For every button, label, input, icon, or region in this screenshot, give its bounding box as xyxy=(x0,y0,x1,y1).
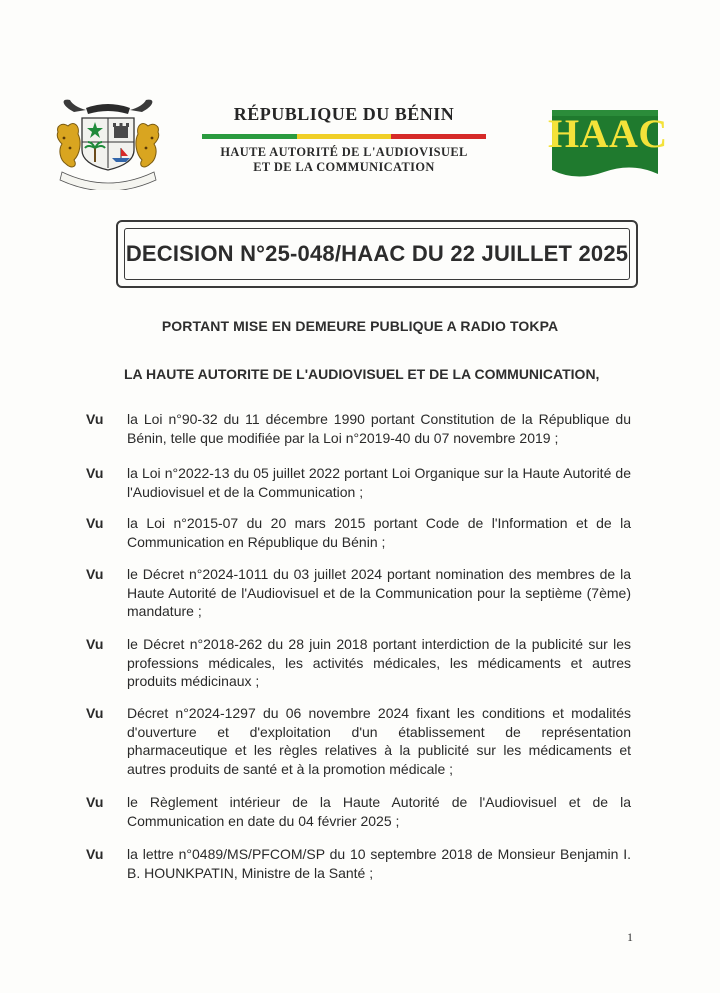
vu-label: Vu xyxy=(86,465,104,481)
vu-label: Vu xyxy=(86,566,104,582)
decision-title: DECISION N°25-048/HAAC DU 22 JUILLET 2025 xyxy=(125,241,629,266)
haac-logo xyxy=(548,108,668,180)
vu-label: Vu xyxy=(86,515,104,531)
decision-title-box xyxy=(116,220,638,288)
org-name-line1: HAUTE AUTORITÉ DE L'AUDIOVISUEL xyxy=(220,145,468,159)
flag-green xyxy=(202,134,297,139)
haac-logo-text: HAAC xyxy=(548,111,668,156)
flag-stripe xyxy=(202,134,486,139)
vu-text: la Loi n°90-32 du 11 décembre 1990 portant Constitution de la République du Bénin, telle que modifiée par la Loi n°2019-40 du 07 novembre 2019 ; xyxy=(127,411,631,446)
vu-label: Vu xyxy=(86,705,104,721)
org-name-line2: ET DE LA COMMUNICATION xyxy=(253,160,435,174)
vu-label: Vu xyxy=(86,411,104,427)
vu-text: le Règlement intérieur de la Haute Autorité de l'Audiovisuel et de la Communication en date du 04 février 2025 ; xyxy=(127,794,631,829)
vu-text: le Décret n°2018-262 du 28 juin 2018 portant interdiction de la publicité sur les professions médicales, les activités médicales, les médicaments et autres produits médicinaux ; xyxy=(127,636,631,689)
page-number: 1 xyxy=(627,930,633,944)
header-center xyxy=(198,104,490,175)
republic-title: RÉPUBLIQUE DU BÉNIN xyxy=(233,104,455,124)
vu-text: Décret n°2024-1297 du 06 novembre 2024 fixant les conditions et modalités d'ouverture et d'exploitation d'un établissement de représentation pharmaceutique et les règles relatives à la publicité sur les médicaments et autres produits de santé et à la promotion médicale ; xyxy=(127,705,631,777)
vu-label: Vu xyxy=(86,846,104,862)
vu-text: la Loi n°2022-13 du 05 juillet 2022 portant Loi Organique sur la Haute Autorité de l'Audiovisuel et de la Communication ; xyxy=(127,465,631,500)
vu-text: le Décret n°2024-1011 du 03 juillet 2024 portant nomination des membres de la Haute Autorité de l'Audiovisuel et de la Communication pour la septième (7ème) mandature ; xyxy=(127,566,631,619)
coat-of-arms-emblem xyxy=(52,98,164,190)
decision-title-inner xyxy=(124,228,630,280)
flag-yellow xyxy=(297,134,392,139)
vu-label: Vu xyxy=(86,794,104,810)
vu-label: Vu xyxy=(86,636,104,652)
flag-red xyxy=(391,134,486,139)
vu-text: la Loi n°2015-07 du 20 mars 2015 portant Code de l'Information et de la Communication en République du Bénin ; xyxy=(127,515,631,550)
decision-subtitle: PORTANT MISE EN DEMEURE PUBLIQUE A RADIO TOKPA xyxy=(161,318,559,334)
vu-text: la lettre n°0489/MS/PFCOM/SP du 10 septembre 2018 de Monsieur Benjamin I. B. HOUNKPATIN, Ministre de la Santé ; xyxy=(127,846,631,881)
authority-heading: LA HAUTE AUTORITE DE L'AUDIOVISUEL ET DE LA COMMUNICATION, xyxy=(124,366,600,382)
